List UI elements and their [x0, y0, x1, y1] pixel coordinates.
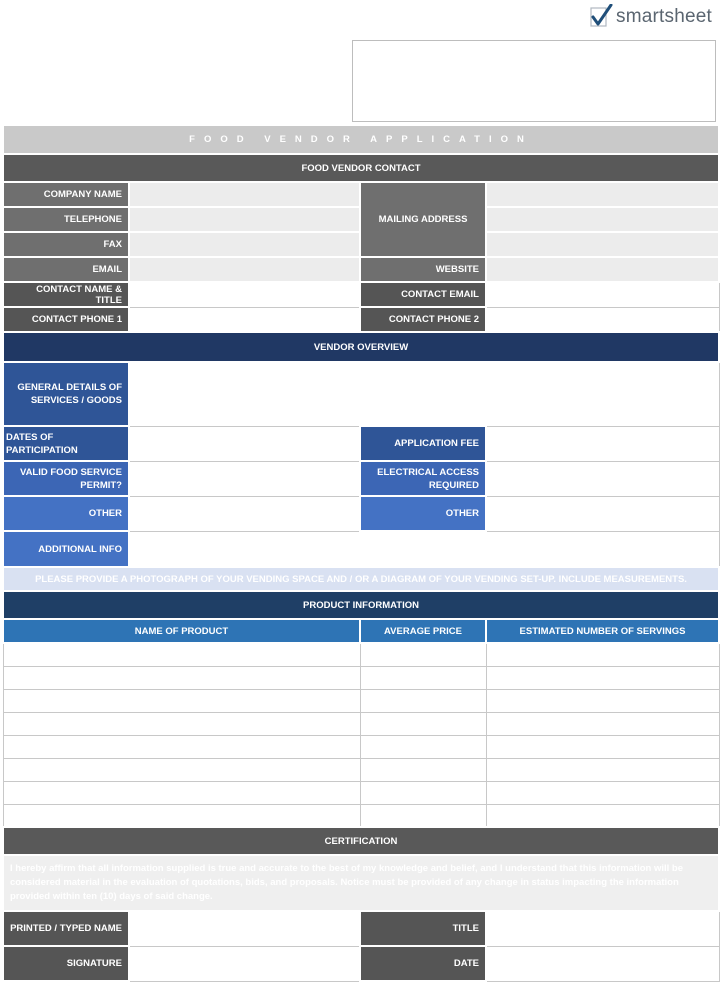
table-row — [3, 735, 719, 758]
product-name-cell[interactable] — [3, 666, 360, 689]
table-row — [3, 781, 719, 804]
mailing-address-field-1[interactable] — [486, 182, 719, 207]
company-name-field[interactable] — [129, 182, 360, 207]
title-label: TITLE — [360, 911, 486, 946]
general-details-label: GENERAL DETAILS OF SERVICES / GOODS — [3, 362, 129, 426]
application-fee-field[interactable] — [486, 426, 719, 461]
contact-phone-1-label: CONTACT PHONE 1 — [3, 307, 129, 332]
table-row — [3, 666, 719, 689]
additional-info-field[interactable] — [129, 531, 719, 567]
contact-phone-1-field[interactable] — [129, 307, 360, 332]
product-name-cell[interactable] — [3, 689, 360, 712]
application-fee-label: APPLICATION FEE — [360, 426, 486, 461]
website-field[interactable] — [486, 257, 719, 282]
contact-email-label: CONTACT EMAIL — [360, 282, 486, 307]
date-field[interactable] — [486, 946, 719, 981]
electrical-field[interactable] — [486, 461, 719, 496]
section-contact-heading: FOOD VENDOR CONTACT — [3, 154, 719, 182]
permit-field[interactable] — [129, 461, 360, 496]
average-price-cell[interactable] — [360, 643, 486, 666]
servings-cell[interactable] — [486, 689, 719, 712]
telephone-field[interactable] — [129, 207, 360, 232]
title-field[interactable] — [486, 911, 719, 946]
photo-instruction-note: PLEASE PROVIDE A PHOTOGRAPH OF YOUR VENDING SPACE AND / OR A DIAGRAM OF YOUR VENDING SET-UP. INCLUDE MEASUREMENTS. — [3, 567, 719, 591]
table-row — [3, 689, 719, 712]
smartsheet-logo — [590, 2, 720, 32]
mailing-address-field-3[interactable] — [486, 232, 719, 257]
company-name-label: COMPANY NAME — [3, 182, 129, 207]
column-header-servings: ESTIMATED NUMBER OF SERVINGS — [486, 619, 719, 643]
contact-name-title-field[interactable] — [129, 282, 360, 307]
email-label: EMAIL — [3, 257, 129, 282]
website-label: WEBSITE — [360, 257, 486, 282]
other-right-field[interactable] — [486, 496, 719, 531]
electrical-label: ELECTRICAL ACCESS REQUIRED — [360, 461, 486, 496]
column-header-average-price: AVERAGE PRICE — [360, 619, 486, 643]
contact-phone-2-label: CONTACT PHONE 2 — [360, 307, 486, 332]
general-details-field[interactable] — [129, 362, 719, 426]
dates-label: DATES OF PARTICIPATION — [3, 426, 129, 461]
contact-name-title-label: CONTACT NAME & TITLE — [3, 282, 129, 307]
product-name-cell[interactable] — [3, 643, 360, 666]
servings-cell[interactable] — [486, 712, 719, 735]
other-left-label: OTHER — [3, 496, 129, 531]
fax-label: FAX — [3, 232, 129, 257]
product-name-cell[interactable] — [3, 804, 360, 827]
checkmark-logo-icon — [590, 4, 614, 30]
product-name-cell[interactable] — [3, 758, 360, 781]
certification-statement: I hereby affirm that all information supplied is true and accurate to the best of my knowledge and belief, and I understand that this information will be considered material in the evaluation of quotations, bids, and proposals. Notice must be provided of any change in status impacting the information provided within ten (10) days of said change. — [3, 855, 719, 911]
product-name-cell[interactable] — [3, 712, 360, 735]
average-price-cell[interactable] — [360, 781, 486, 804]
section-overview-heading: VENDOR OVERVIEW — [3, 332, 719, 362]
date-label: DATE — [360, 946, 486, 981]
servings-cell[interactable] — [486, 735, 719, 758]
email-field[interactable] — [129, 257, 360, 282]
table-row — [3, 758, 719, 781]
average-price-cell[interactable] — [360, 666, 486, 689]
average-price-cell[interactable] — [360, 689, 486, 712]
printed-name-label: PRINTED / TYPED NAME — [3, 911, 129, 946]
mailing-address-label: MAILING ADDRESS — [360, 182, 486, 257]
form-title: FOOD VENDOR APPLICATION — [3, 125, 719, 154]
servings-cell[interactable] — [486, 643, 719, 666]
other-left-field[interactable] — [129, 496, 360, 531]
column-header-product-name: NAME OF PRODUCT — [3, 619, 360, 643]
telephone-label: TELEPHONE — [3, 207, 129, 232]
vendor-application-form — [2, 124, 720, 982]
servings-cell[interactable] — [486, 781, 719, 804]
mailing-address-field-2[interactable] — [486, 207, 719, 232]
section-product-heading: PRODUCT INFORMATION — [3, 591, 719, 619]
signature-field[interactable] — [129, 946, 360, 981]
signature-label: SIGNATURE — [3, 946, 129, 981]
servings-cell[interactable] — [486, 666, 719, 689]
company-logo-placeholder[interactable] — [352, 40, 716, 122]
dates-field[interactable] — [129, 426, 360, 461]
average-price-cell[interactable] — [360, 758, 486, 781]
average-price-cell[interactable] — [360, 712, 486, 735]
average-price-cell[interactable] — [360, 804, 486, 827]
table-row — [3, 712, 719, 735]
brand-name: smartsheet — [616, 6, 712, 27]
table-row — [3, 643, 719, 666]
additional-info-label: ADDITIONAL INFO — [3, 531, 129, 567]
contact-phone-2-field[interactable] — [486, 307, 719, 332]
contact-email-field[interactable] — [486, 282, 719, 307]
fax-field[interactable] — [129, 232, 360, 257]
section-certification-heading: CERTIFICATION — [3, 827, 719, 855]
servings-cell[interactable] — [486, 758, 719, 781]
average-price-cell[interactable] — [360, 735, 486, 758]
printed-name-field[interactable] — [129, 911, 360, 946]
permit-label: VALID FOOD SERVICE PERMIT? — [3, 461, 129, 496]
product-name-cell[interactable] — [3, 781, 360, 804]
table-row — [3, 804, 719, 827]
servings-cell[interactable] — [486, 804, 719, 827]
product-name-cell[interactable] — [3, 735, 360, 758]
other-right-label: OTHER — [360, 496, 486, 531]
